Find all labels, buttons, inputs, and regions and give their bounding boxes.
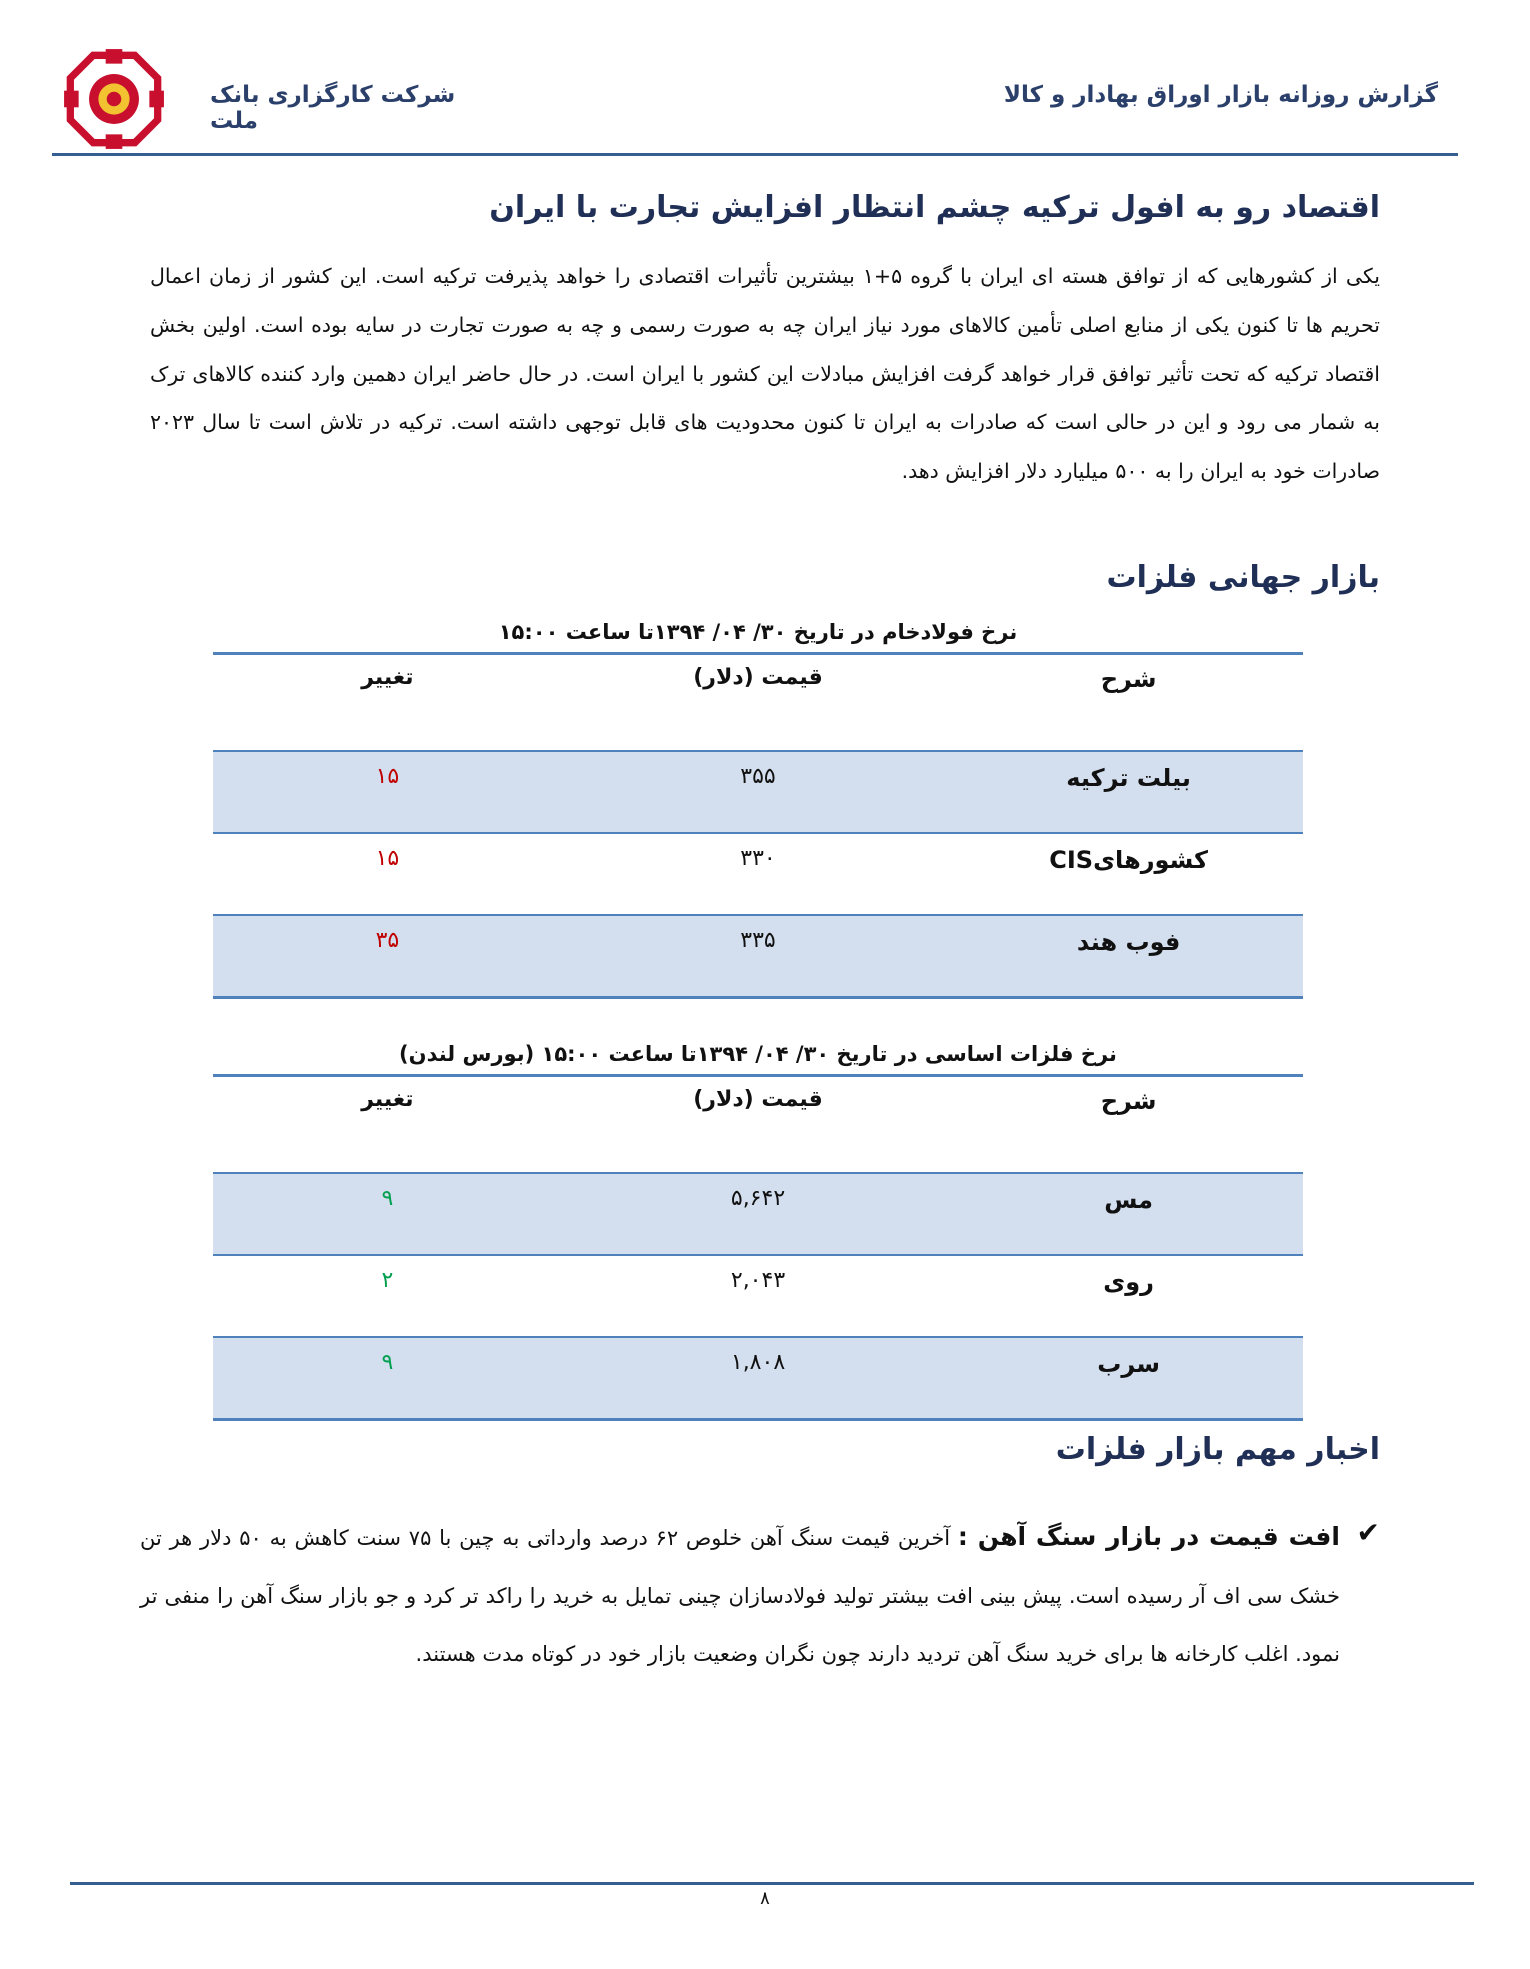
column-header-name: شرح <box>1100 1087 1157 1115</box>
news-section-heading: اخبار مهم بازار فلزات <box>1055 1432 1380 1467</box>
column-header-change: تغییر <box>361 1087 414 1112</box>
row-name: کشورهایCIS <box>1049 846 1208 874</box>
header-divider <box>52 153 1458 156</box>
row-name: روی <box>1103 1268 1154 1296</box>
row-price: ۵,۶۴۲ <box>730 1186 786 1211</box>
article-body: یکی از کشورهایی که از توافق هسته ای ایران با گروه ۵+۱ بیشترین تأثیرات اقتصادی را خواهد پذیرفت ترکیه است. این کشور از زمان اعمال تحریم ها تا کنون یکی از منابع اصلی تأمین کالاهای مورد نیاز ایران چه به صورت رسمی و چه به صورت تجارت در سایه بوده است. اولین بخش اقتصاد ترکیه که تحت تأثیر توافق قرار خواهد گرفت افزایش مبادلات این کشور با ایران است. در حال حاضر ایران دهمین وارد کننده کالاهای ترک به شمار می رود و این در حالی است که صادرات به ایران تا کنون محدودیت های قابل توجهی داشته است. ترکیه در تلاش است تا سال ۲۰۲۳ صادرات خود به ایران را به ۵۰۰ میلیارد دلار افزایش دهد. <box>150 264 1380 484</box>
row-change: ۱۵ <box>375 764 400 789</box>
row-price: ۳۵۵ <box>740 764 776 789</box>
row-name: فوب هند <box>1076 928 1181 956</box>
metals-section-heading: بازار جهانی فلزات <box>1106 560 1380 595</box>
row-change: ۳۵ <box>375 928 400 953</box>
row-price: ۱,۸۰۸ <box>730 1350 786 1375</box>
table-row <box>213 915 1303 997</box>
row-price: ۲,۰۴۳ <box>730 1268 786 1293</box>
row-change: ۹ <box>381 1186 394 1211</box>
table-row <box>213 1337 1303 1419</box>
news-item-text: آخرین قیمت سنگ آهن خلوص ۶۲ درصد وارداتی به چین با ۷۵ سنت کاهش به ۵۰ دلار هر تن خشک سی اف آر رسیده است. پیش بینی افت بیشتر تولید فولادسازان چینی تمایل به خرید را راکد تر کرد و جو بازار سنگ آهن را منفی تر نمود. اغلب کارخانه ها برای خرید سنگ آهن تردید دارند چون نگران وضعیت بازار خود در کوتاه مدت هستند. <box>140 1526 1340 1666</box>
article-heading: اقتصاد رو به افول ترکیه چشم انتظار افزایش تجارت با ایران <box>489 190 1380 225</box>
row-change: ۹ <box>381 1350 394 1375</box>
row-name: سرب <box>1097 1350 1160 1378</box>
steel-price-table <box>213 620 1303 999</box>
row-change: ۱۵ <box>375 846 400 871</box>
table-row <box>213 751 1303 833</box>
column-header-change: تغییر <box>361 665 414 690</box>
row-change: ۲ <box>381 1268 394 1293</box>
news-item <box>140 1508 1380 1683</box>
base-metals-table <box>213 1074 1303 1421</box>
footer-divider <box>70 1882 1474 1885</box>
table-header-row <box>213 654 1303 752</box>
row-name: مس <box>1104 1186 1153 1214</box>
table-row <box>213 1255 1303 1337</box>
steel-table-caption: نرخ فولادخام در تاریخ ۳۰/ ۰۴/ ۱۳۹۴تا ساعت ۱۵:۰۰ <box>498 620 1018 644</box>
column-header-name: شرح <box>1100 665 1157 693</box>
page-number: ۸ <box>760 1888 770 1909</box>
table-row <box>213 833 1303 915</box>
base-metals-table-caption: نرخ فلزات اساسی در تاریخ ۳۰/ ۰۴/ ۱۳۹۴تا ساعت ۱۵:۰۰ (بورس لندن) <box>399 1042 1117 1066</box>
company-name: شرکت کارگزاری بانک ملت <box>210 82 456 134</box>
row-price: ۳۳۰ <box>740 846 776 871</box>
row-name: بیلت ترکیه <box>1066 764 1191 792</box>
checkmark-icon: ✔ <box>1356 1516 1380 1549</box>
row-price: ۳۳۵ <box>740 928 776 953</box>
table-row <box>213 1173 1303 1255</box>
base-metals-price-table <box>213 1042 1303 1421</box>
bank-mellat-logo-icon <box>62 47 166 151</box>
news-item-title: افت قیمت در بازار سنگ آهن : <box>957 1522 1341 1551</box>
column-header-price: قیمت (دلار) <box>693 665 823 690</box>
column-header-price: قیمت (دلار) <box>693 1087 823 1112</box>
steel-table <box>213 652 1303 999</box>
report-title: گزارش روزانه بازار اوراق بهادار و کالا <box>1003 82 1438 108</box>
table-header-row <box>213 1076 1303 1174</box>
